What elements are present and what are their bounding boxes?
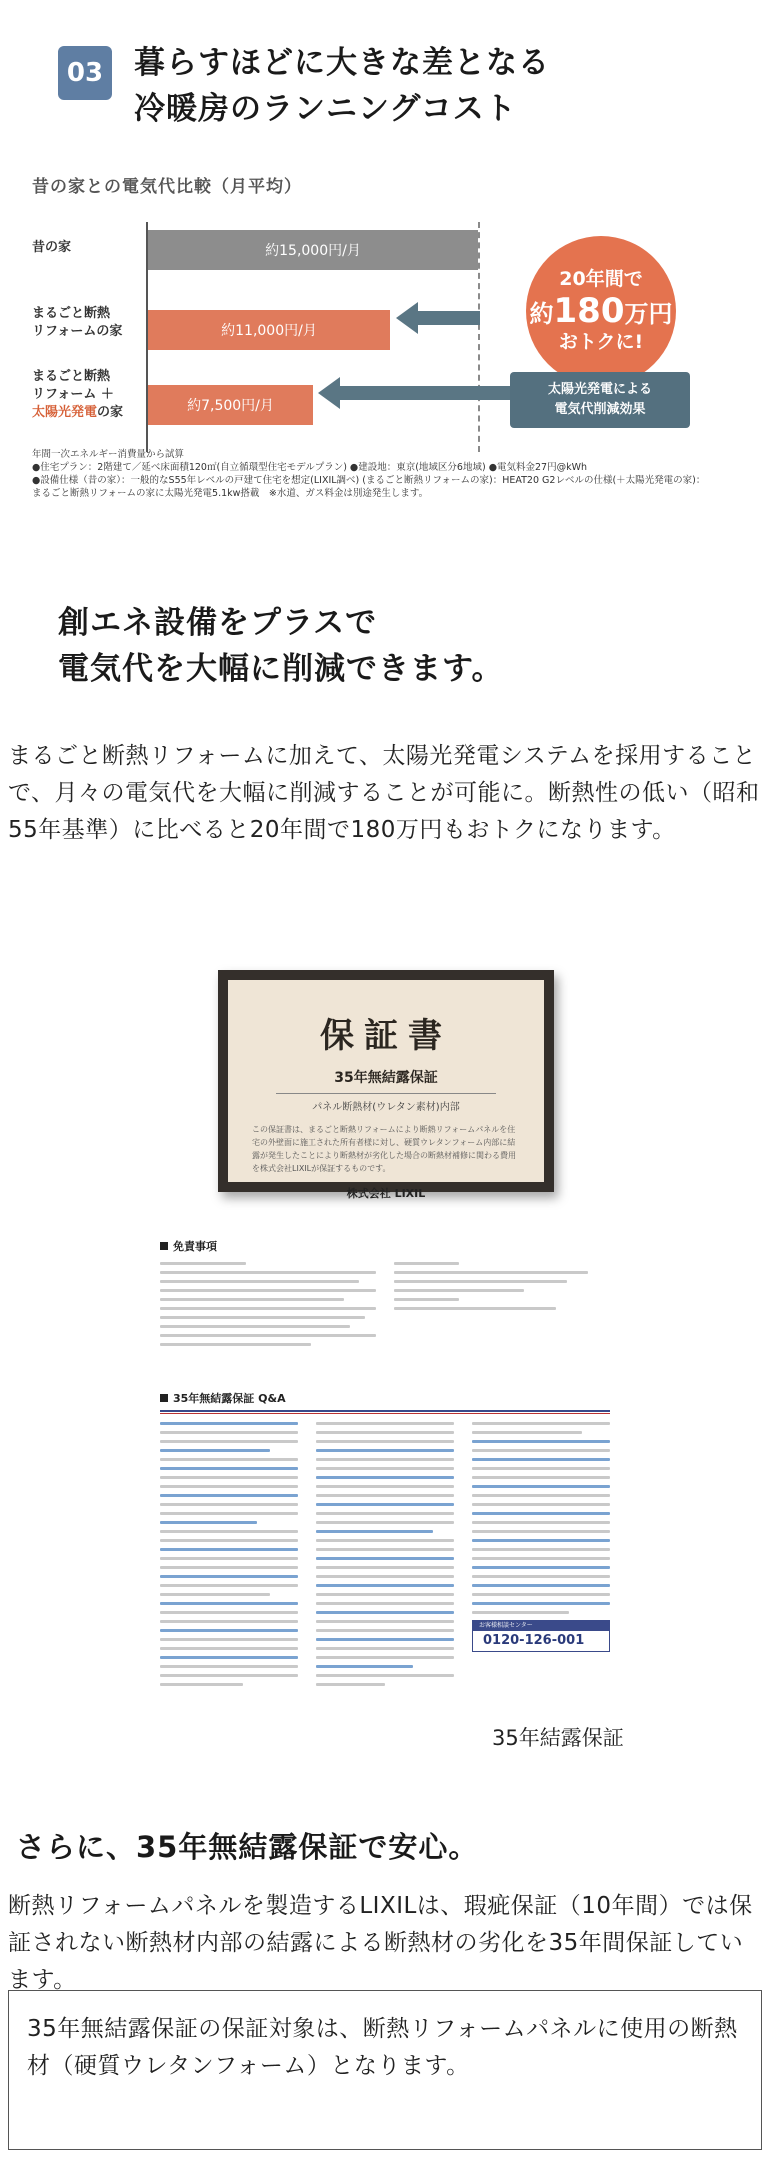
savings-line1: 20年間で [559, 267, 643, 290]
solar-effect-label: 太陽光発電による 電気代削減効果 [510, 372, 690, 428]
phone-contact-box: お客様相談センター 0120-126-001 [472, 1620, 610, 1652]
chart-title: 昔の家との電気代比較（月平均） [32, 177, 302, 197]
chart-value-label-3: 約7,500円/月 [187, 398, 274, 414]
savings-line3: おトクに! [558, 331, 644, 354]
certificate-subtitle: 35年無結露保証 [334, 1070, 438, 1086]
section-title [134, 40, 550, 132]
chart-value-label-2: 約11,000円/月 [221, 323, 317, 339]
chart-bar-2 [148, 310, 390, 350]
savings-badge [526, 236, 676, 386]
warranty-certificate-image [218, 970, 554, 1200]
section-header [58, 40, 550, 132]
energy-heading: 創エネ設備をプラスで 電気代を大幅に削減できます。 [58, 605, 504, 687]
qa-heading: 35年無結露保証 Q&A [160, 1390, 610, 1406]
chart-bar-3 [148, 385, 313, 425]
certificate-title: 保証書 [320, 1016, 452, 1056]
chart-value-label-1: 約15,000円/月 [265, 243, 361, 259]
section-number-badge: 03 [58, 46, 112, 100]
chart-category-label-2: まるごと断熱 リフォームの家 [32, 306, 123, 339]
chart-category-label-3: まるごと断熱 リフォーム ＋ 太陽光発電の家 [32, 369, 124, 420]
disclaimer-document [160, 1238, 610, 1348]
electricity-cost-chart [0, 200, 770, 460]
section-title-line1: 暮らすほどに大きな差となる [134, 45, 550, 81]
savings-line2: 約180万円 [529, 290, 673, 331]
certificate-subtitle2: パネル断熱材(ウレタン素材)内部 [312, 1102, 460, 1113]
certificate-body: この保証書は、まるごと断熱リフォームにより断熱リフォームパネルを住宅の外壁面に施工された所有者様に対し、硬質ウレタンフォーム内部に結露が発生したことにより断熱材が劣化した場合の断熱材補修に関わる費用を株式会社LIXILが保証するものです。 [252, 1125, 516, 1173]
section-title-line2: 冷暖房のランニングコスト [134, 91, 517, 127]
chart-footnote: 年間一次エネルギー消費量から試算 ●住宅プラン：2階建て／延べ床面積120㎡(自立循環型住宅モデルプラン) ●建設地：東京(地域区分6地域) ●電気料金27円@kWh ●設備仕様（昔の家）：一般的なS55年レベルの戸建て住宅を想定(LIXIL調べ) (まるごと断熱リフォームの家)：HEAT20 G2レベルの仕様(＋太陽光発電の家)： まるごと断熱リフォームの家に太陽光発電5.1kw搭載 ※水道、ガス料金は別途発生します。 [32, 449, 706, 499]
chart-bar-1 [148, 230, 478, 270]
certificate-company: 株式会社 LIXIL [346, 1187, 426, 1200]
warranty-heading: さらに、35年無結露保証で安心。 [16, 1830, 479, 1864]
reduction-arrow-2 [318, 375, 514, 411]
phone-number: 0120-126-001 [483, 1633, 585, 1648]
energy-body-text: まるごと断熱リフォームに加えて、太陽光発電システムを採用することで、月々の電気代を大幅に削減することが可能に。断熱性の低い（昭和55年基準）に比べると20年間で180万円もおトクになります。 [8, 743, 760, 843]
reduction-arrow-1 [396, 300, 480, 336]
image-caption: 35年結露保証 [492, 1726, 624, 1750]
disclaimer-heading: 免責事項 [160, 1238, 610, 1254]
warranty-note-box: 35年無結露保証の保証対象は、断熱リフォームパネルに使用の断熱材（硬質ウレタンフォーム）となります。 [8, 1990, 762, 2150]
certificate-rule [276, 1093, 496, 1094]
chart-reference-dashed-line [478, 222, 480, 452]
chart-category-label-1: 昔の家 [32, 240, 72, 255]
warranty-body-text: 断熱リフォームパネルを製造するLIXILは、瑕疵保証（10年間）では保証されない断熱材内部の結露による断熱材の劣化を35年間保証しています。 [8, 1893, 753, 1993]
qa-document [160, 1390, 610, 1690]
